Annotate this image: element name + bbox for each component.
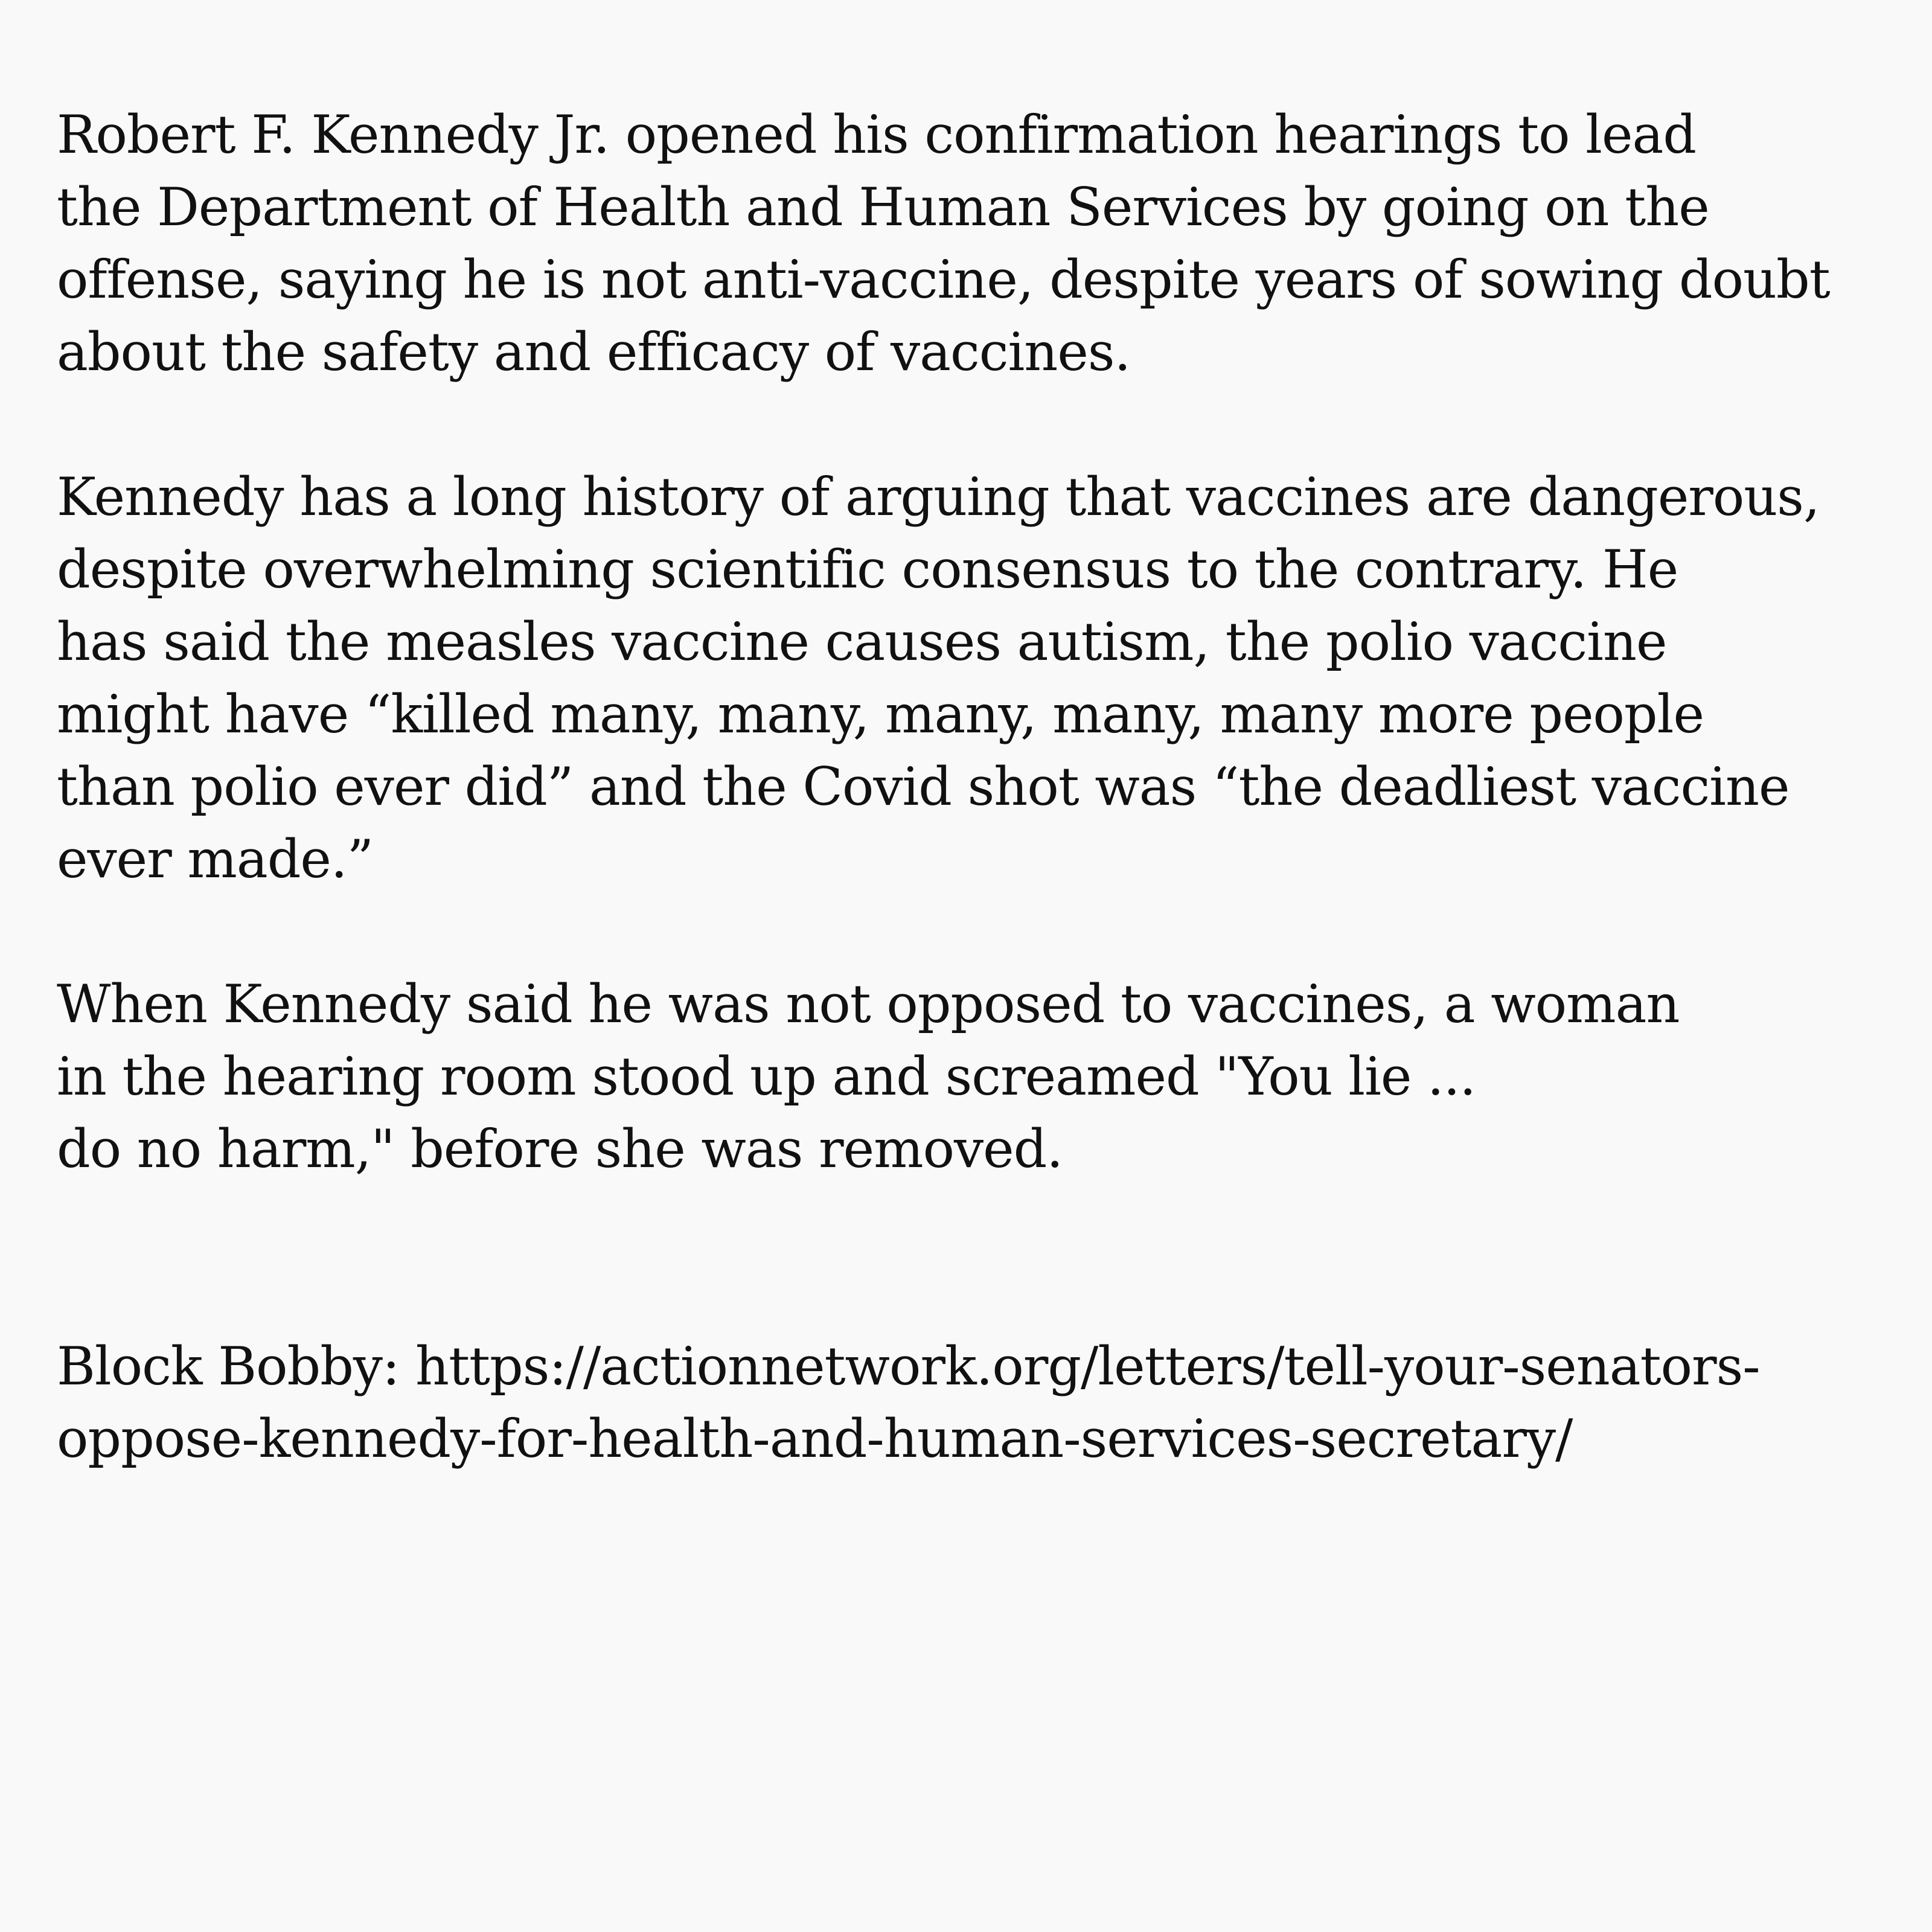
paragraph-hearing-disruption [57, 968, 1898, 1185]
text-line: Robert F. Kennedy Jr. opened his confirmation hearings to lead [57, 104, 1697, 165]
text-line: despite overwhelming scientific consensus to the contrary. He [57, 539, 1678, 600]
text-line: in the hearing room stood up and screamed "You lie ... [57, 1046, 1476, 1107]
paragraph-block-bobby-link [57, 1330, 1898, 1475]
text-line: Block Bobby: https://actionnetwork.org/letters/tell-your-senators- [57, 1335, 1760, 1397]
text-line: do no harm," before she was removed. [57, 1118, 1063, 1180]
text-line: might have “killed many, many, many, many, many more people [57, 683, 1704, 745]
text-line: about the safety and efficacy of vaccines. [57, 321, 1131, 383]
text-line: offense, saying he is not anti-vaccine, despite years of sowing doubt [57, 249, 1830, 310]
text-line: the Department of Health and Human Services by going on the [57, 176, 1709, 238]
text-line: Kennedy has a long history of arguing that vaccines are dangerous, [57, 466, 1820, 528]
text-line: ever made.” [57, 828, 374, 890]
text-line: When Kennedy said he was not opposed to vaccines, a woman [57, 973, 1680, 1035]
text-line: oppose-kennedy-for-health-and-human-services-secretary/ [57, 1408, 1573, 1470]
document-body [57, 98, 1898, 1475]
text-line: has said the measles vaccine causes autism, the polio vaccine [57, 611, 1667, 673]
paragraph-vaccine-history [57, 461, 1898, 895]
text-line: than polio ever did” and the Covid shot was “the deadliest vaccine [57, 756, 1790, 817]
paragraph-confirmation-hearings [57, 98, 1898, 388]
